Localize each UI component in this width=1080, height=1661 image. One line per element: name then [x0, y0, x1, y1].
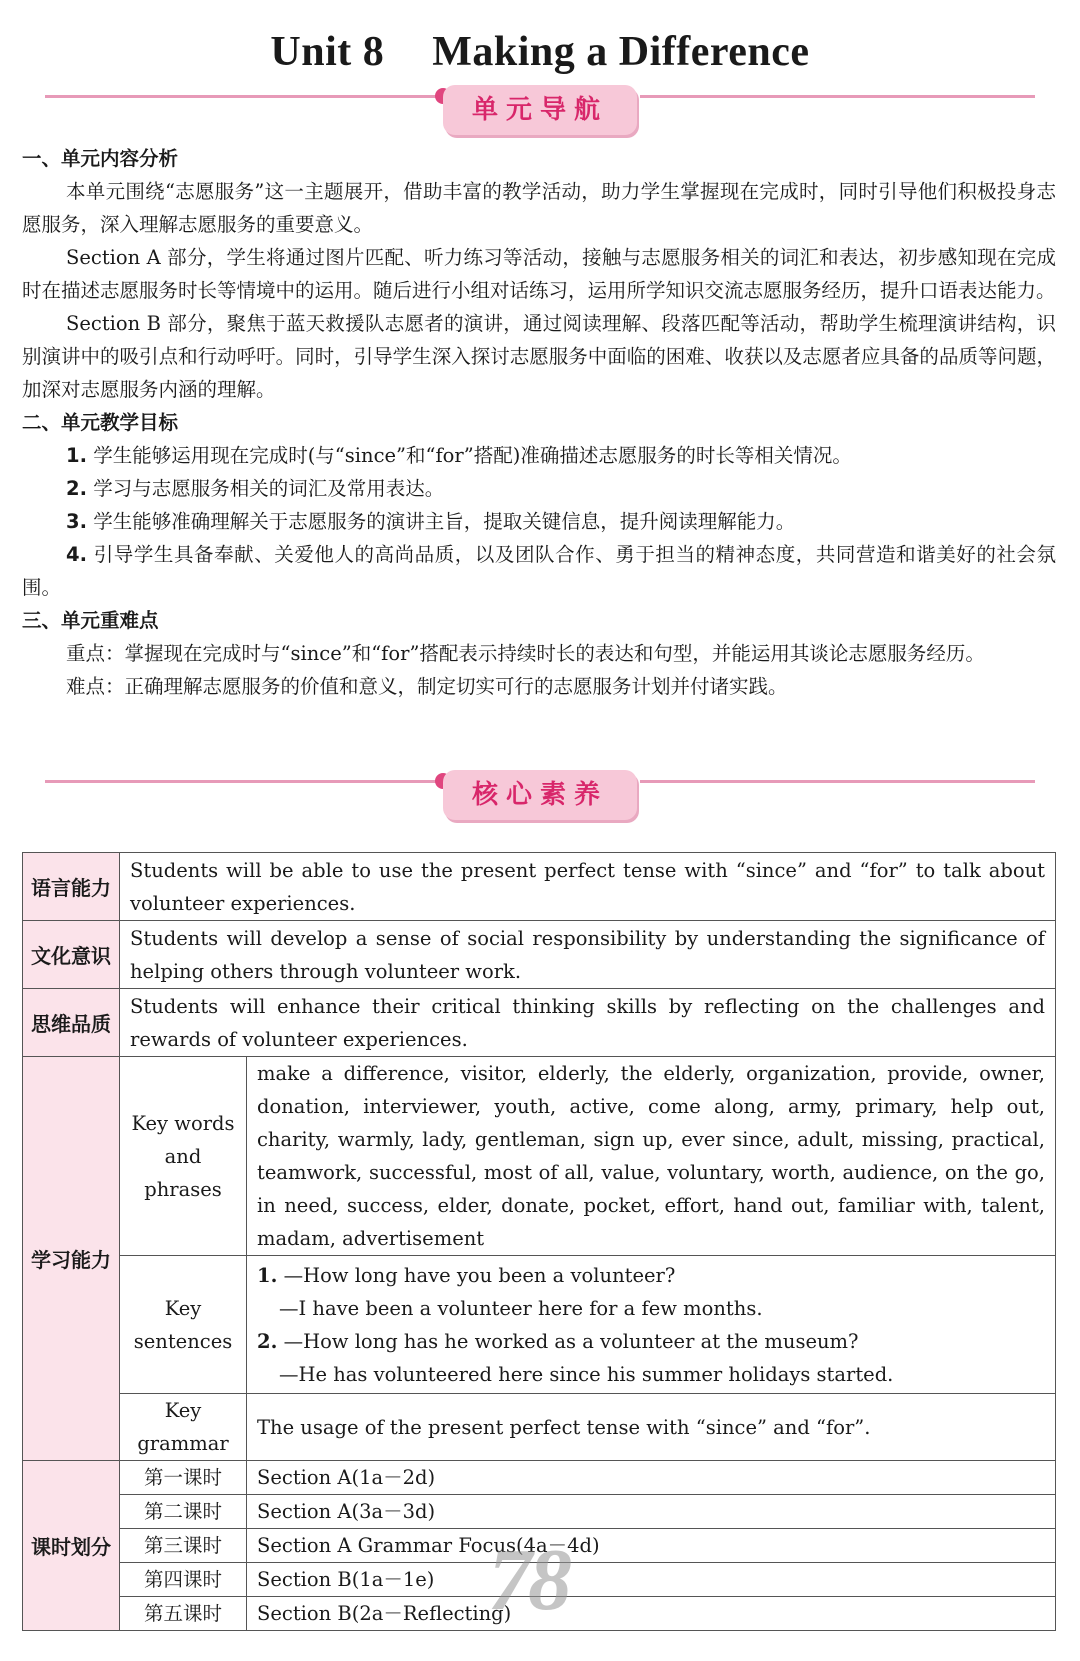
- paragraph: Section B 部分，聚焦于蓝天救援队志愿者的演讲，通过阅读理解、段落匹配等活动，帮助学生梳理演讲结构，识别演讲中的吸引点和行动呼吁。同时，引导学生深入探讨志愿服务中面临的困难、收获以及志愿者应具备的品质等问题，加深对志愿服务内涵的理解。: [22, 312, 1056, 401]
- goal-item: 3. 学生能够准确理解关于志愿服务的演讲主旨，提取关键信息，提升阅读理解能力。: [66, 510, 796, 533]
- category-cell: 语言能力: [23, 853, 120, 921]
- lesson-cell: 第三课时: [120, 1529, 247, 1563]
- category-cell: 学习能力: [23, 1057, 120, 1461]
- key-grammar-cell: The usage of the present perfect tense with “since” and “for”.: [247, 1394, 1056, 1461]
- key-sentences-cell: 1. —How long have you been a volunteer? —I have been a volunteer here for a few months. 2. —How long has he worked as a volunteer at the museum? —He has volunteered here since his summer holidays started.: [247, 1256, 1056, 1394]
- page-number: 78: [488, 1532, 568, 1629]
- banner-core: [45, 770, 1035, 820]
- description-cell: Students will enhance their critical thinking skills by reflecting on the challenges and rewards of volunteer experiences.: [120, 989, 1056, 1057]
- table-row: [23, 921, 1056, 989]
- unit-number: Unit 8: [270, 29, 385, 75]
- lesson-content-cell: Section A(1a－2d): [247, 1461, 1056, 1495]
- lesson-content-cell: Section A(3a－3d): [247, 1495, 1056, 1529]
- goal-item: 4. 引导学生具备奉献、关爱他人的高尚品质，以及团队合作、勇于担当的精神态度，共同营造和谐美好的社会氛围。: [22, 543, 1056, 599]
- goal-item: 2. 学习与志愿服务相关的词汇及常用表达。: [66, 477, 445, 500]
- banner-unit-nav: [45, 85, 1035, 135]
- lesson-content-cell: Section B(1a－1e): [247, 1563, 1056, 1597]
- goal-item: 1. 学生能够运用现在完成时(与“since”和“for”搭配)准确描述志愿服务的时长等相关情况。: [66, 444, 852, 467]
- table-row: [23, 1461, 1056, 1495]
- subcategory-cell: Key sentences: [120, 1256, 247, 1394]
- table-row: [23, 853, 1056, 921]
- table-row: [23, 989, 1056, 1057]
- subcategory-cell: Key grammar: [120, 1394, 247, 1461]
- lesson-cell: 第五课时: [120, 1597, 247, 1631]
- description-cell: Students will be able to use the present perfect tense with “since” and “for” to talk about volunteer experiences.: [120, 853, 1056, 921]
- section-heading: 三、单元重难点: [22, 609, 159, 632]
- unit-text: [22, 142, 1056, 703]
- table-row: [23, 1256, 1056, 1394]
- category-cell: 思维品质: [23, 989, 120, 1057]
- description-cell: Students will develop a sense of social responsibility by understanding the significance of helping others through volunteer work.: [120, 921, 1056, 989]
- lesson-content-cell: Section A Grammar Focus(4a－4d): [247, 1529, 1056, 1563]
- banner-label: 核心素养: [471, 780, 608, 810]
- category-cell: 文化意识: [23, 921, 120, 989]
- difficulty-text: 难点：正确理解志愿服务的价值和意义，制定切实可行的志愿服务计划并付诸实践。: [66, 675, 788, 698]
- subcategory-cell: Key words and phrases: [120, 1057, 247, 1256]
- banner-label: 单元导航: [471, 95, 608, 125]
- unit-name: Making a Difference: [432, 29, 810, 75]
- lesson-cell: 第一课时: [120, 1461, 247, 1495]
- lesson-content-cell: Section B(2a－Reflecting): [247, 1597, 1056, 1631]
- section-heading: 二、单元教学目标: [22, 411, 179, 434]
- table-row: [23, 1394, 1056, 1461]
- paragraph: 本单元围绕“志愿服务”这一主题展开，借助丰富的教学活动，助力学生掌握现在完成时，同时引导他们积极投身志愿服务，深入理解志愿服务的重要意义。: [22, 180, 1056, 236]
- lesson-cell: 第二课时: [120, 1495, 247, 1529]
- paragraph: Section A 部分，学生将通过图片匹配、听力练习等活动，接触与志愿服务相关的词汇和表达，初步感知现在完成时在描述志愿服务时长等情境中的运用。随后进行小组对话练习，运用所学知识交流志愿服务经历，提升口语表达能力。: [22, 246, 1056, 302]
- key-words-cell: make a difference, visitor, elderly, the elderly, organization, provide, owner, donation, interviewer, youth, active, come along, army, primary, help out, charity, warmly, lady, gentleman, sign up, ever since, adult, missing, practical, teamwork, successful, most of all, value, voluntary, worth, audience, on the go, in need, success, elder, donate, pocket, effort, hand out, familiar with, talent, madam, advertisement: [247, 1057, 1056, 1256]
- focus-text: 重点：掌握现在完成时与“since”和“for”搭配表示持续时长的表达和句型，并能运用其谈论志愿服务经历。: [66, 642, 985, 665]
- section-heading: 一、单元内容分析: [22, 147, 179, 170]
- table-row: [23, 1495, 1056, 1529]
- core-competency-table: [22, 852, 1056, 1631]
- page-title: [0, 28, 1080, 76]
- table-row: [23, 1057, 1056, 1256]
- lesson-cell: 第四课时: [120, 1563, 247, 1597]
- category-cell: 课时划分: [23, 1461, 120, 1631]
